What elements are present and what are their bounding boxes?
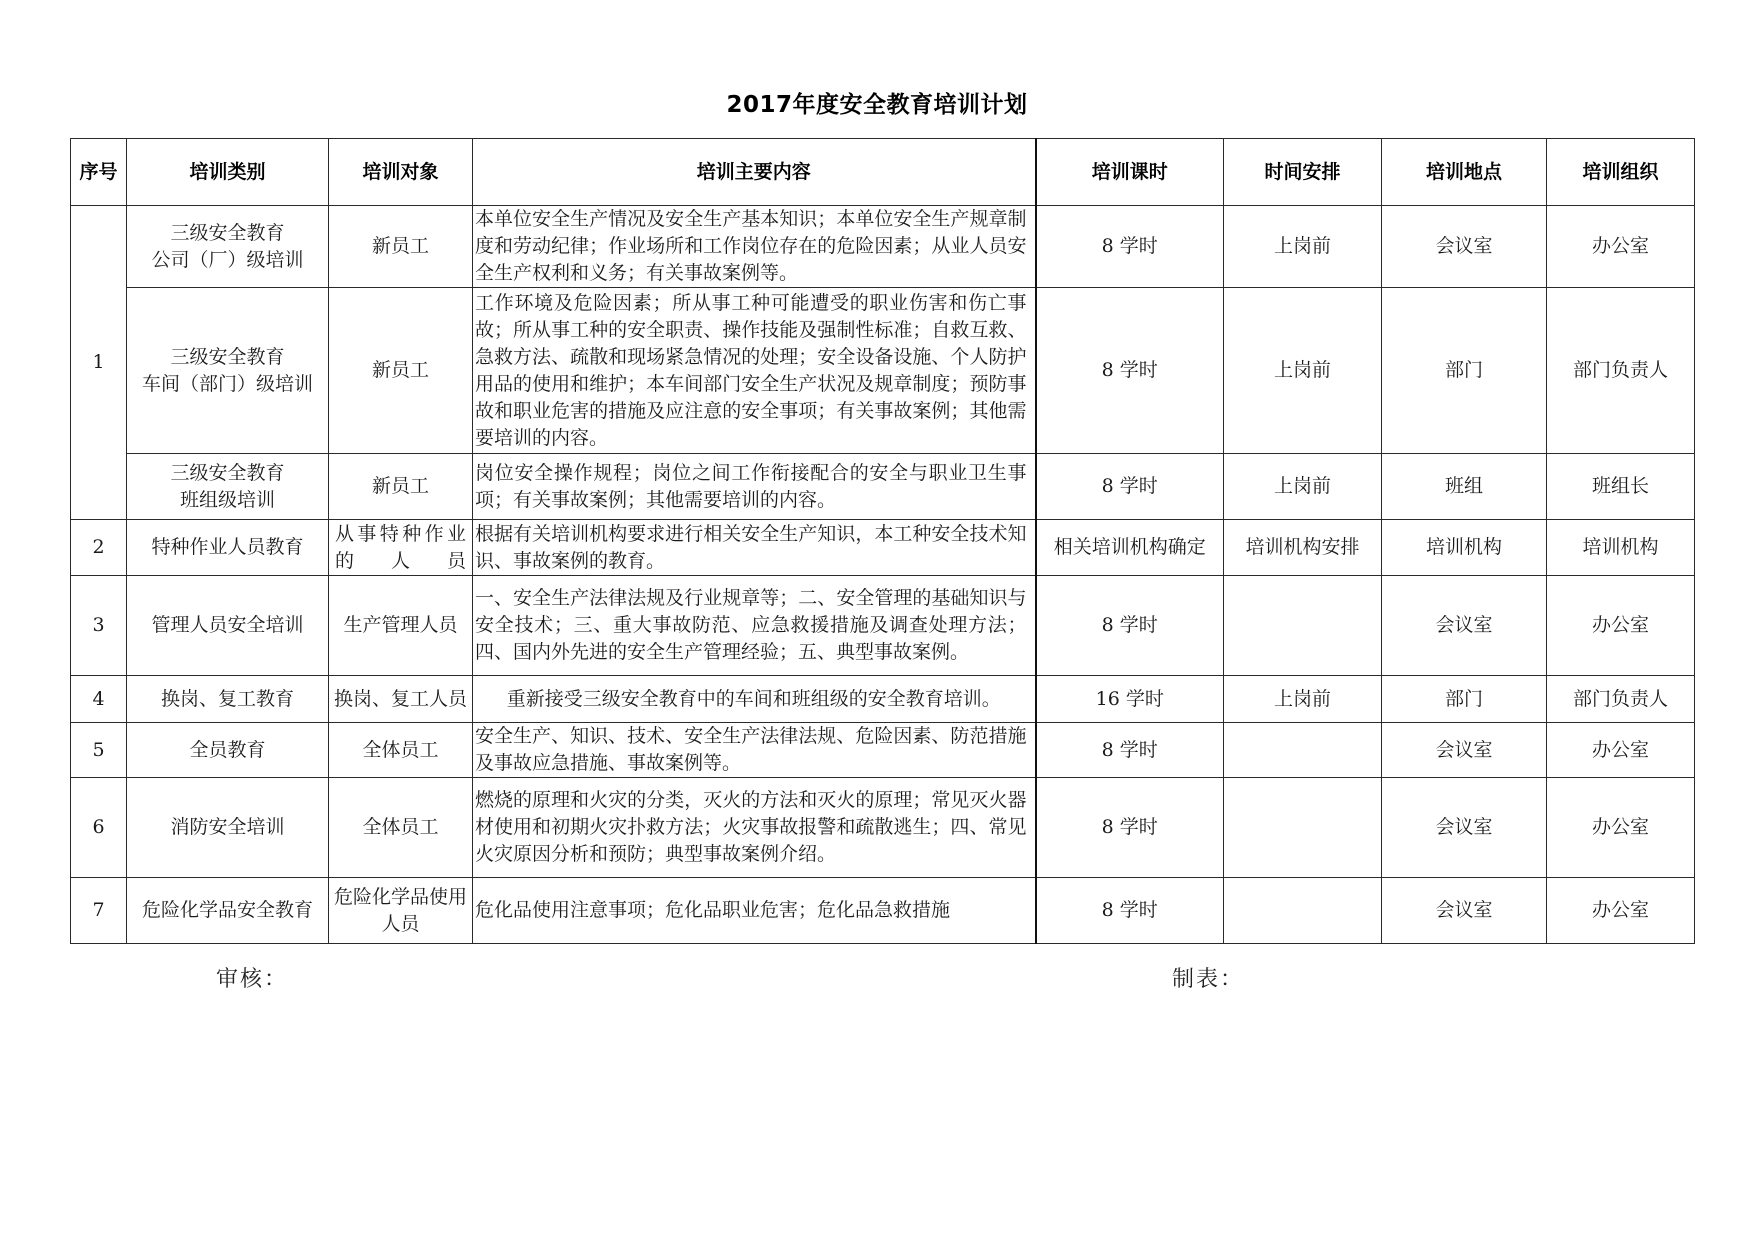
row-no: 3 — [71, 576, 127, 676]
row-no: 6 — [71, 778, 127, 878]
row-organizer: 办公室 — [1547, 778, 1695, 878]
row-no: 7 — [71, 878, 127, 944]
row-hours: 8 学时 — [1036, 576, 1224, 676]
row-hours: 8 学时 — [1036, 778, 1224, 878]
header-content: 培训主要内容 — [473, 139, 1036, 206]
table-row — [71, 520, 1695, 576]
header-hours: 培训课时 — [1036, 139, 1224, 206]
row-organizer: 部门负责人 — [1547, 288, 1695, 454]
row-hours: 8 学时 — [1036, 723, 1224, 778]
row-schedule: 上岗前 — [1224, 454, 1382, 520]
header-location: 培训地点 — [1382, 139, 1547, 206]
row-organizer: 培训机构 — [1547, 520, 1695, 576]
row-content: 本单位安全生产情况及安全生产基本知识；本单位安全生产规章制度和劳动纪律；作业场所和工作岗位存在的危险因素；从业人员安全生产权利和义务；有关事故案例等。 — [473, 206, 1036, 288]
header-organizer: 培训组织 — [1547, 139, 1695, 206]
reviewer-label: 审核： — [216, 967, 289, 992]
row-no: 2 — [71, 520, 127, 576]
row-target: 换岗、复工人员 — [329, 676, 473, 723]
row-target: 全体员工 — [329, 778, 473, 878]
row-hours: 相关培训机构确定 — [1036, 520, 1224, 576]
header-no: 序号 — [71, 139, 127, 206]
row-content: 工作环境及危险因素；所从事工种可能遭受的职业伤害和伤亡事故；所从事工种的安全职责、操作技能及强制性标准；自救互救、急救方法、疏散和现场紧急情况的处理；安全设备设施、个人防护用品的使用和维护；本车间部门安全生产状况及规章制度；预防事故和职业危害的措施及应注意的安全事项；有关事故案例；其他需要培训的内容。 — [473, 288, 1036, 454]
row-hours: 16 学时 — [1036, 676, 1224, 723]
table-row — [71, 723, 1695, 778]
preparer-label: 制表： — [1172, 967, 1245, 992]
category-line: 车间（部门）级培训 — [141, 372, 313, 395]
row-content: 一、安全生产法律法规及行业规章等；二、安全管理的基础知识与安全技术；三、重大事故防范、应急救援措施及调查处理方法；四、国内外先进的安全生产管理经验；五、典型事故案例。 — [473, 576, 1036, 676]
row-target: 生产管理人员 — [329, 576, 473, 676]
table-row — [71, 454, 1695, 520]
row-hours: 8 学时 — [1036, 454, 1224, 520]
row-schedule — [1224, 778, 1382, 878]
row-content: 危化品使用注意事项；危化品职业危害；危化品急救措施 — [473, 878, 1036, 944]
training-plan-table — [70, 138, 1695, 944]
row-content: 岗位安全操作规程；岗位之间工作衔接配合的安全与职业卫生事项；有关事故案例；其他需要培训的内容。 — [473, 454, 1036, 520]
row-target: 新员工 — [329, 454, 473, 520]
table-row — [71, 778, 1695, 878]
row-target: 从事特种作业的人员 — [329, 520, 473, 576]
row-location: 会议室 — [1382, 206, 1547, 288]
row-content: 重新接受三级安全教育中的车间和班组级的安全教育培训。 — [473, 676, 1036, 723]
row-schedule — [1224, 878, 1382, 944]
table-row — [71, 576, 1695, 676]
row-location: 部门 — [1382, 288, 1547, 454]
row-target: 全体员工 — [329, 723, 473, 778]
header-target: 培训对象 — [329, 139, 473, 206]
category-line: 三级安全教育 — [170, 221, 285, 244]
row-content: 根据有关培训机构要求进行相关安全生产知识，本工种安全技术知识、事故案例的教育。 — [473, 520, 1036, 576]
row-location: 会议室 — [1382, 576, 1547, 676]
category-line: 三级安全教育 — [170, 345, 285, 368]
row-category — [127, 454, 329, 520]
table-row — [71, 288, 1695, 454]
row-category: 换岗、复工教育 — [127, 676, 329, 723]
row-schedule — [1224, 576, 1382, 676]
row-location: 班组 — [1382, 454, 1547, 520]
row-location: 会议室 — [1382, 778, 1547, 878]
row-location: 会议室 — [1382, 878, 1547, 944]
row-hours: 8 学时 — [1036, 288, 1224, 454]
header-schedule: 时间安排 — [1224, 139, 1382, 206]
table-row — [71, 676, 1695, 723]
row-category: 危险化学品安全教育 — [127, 878, 329, 944]
row-category: 管理人员安全培训 — [127, 576, 329, 676]
row-category: 全员教育 — [127, 723, 329, 778]
category-line: 班组级培训 — [179, 488, 275, 511]
header-category: 培训类别 — [127, 139, 329, 206]
row-organizer: 办公室 — [1547, 206, 1695, 288]
row-category — [127, 206, 329, 288]
row-content: 安全生产、知识、技术、安全生产法律法规、危险因素、防范措施及事故应急措施、事故案例等。 — [473, 723, 1036, 778]
row-hours: 8 学时 — [1036, 878, 1224, 944]
row-organizer: 办公室 — [1547, 576, 1695, 676]
header-row — [71, 139, 1695, 206]
row-no: 1 — [71, 206, 127, 520]
row-schedule: 上岗前 — [1224, 288, 1382, 454]
row-target: 危险化学品使用人员 — [329, 878, 473, 944]
row-organizer: 部门负责人 — [1547, 676, 1695, 723]
row-category: 特种作业人员教育 — [127, 520, 329, 576]
category-line: 三级安全教育 — [170, 461, 285, 484]
table-row — [71, 206, 1695, 288]
row-target: 新员工 — [329, 288, 473, 454]
category-line: 公司（厂）级培训 — [151, 248, 304, 271]
row-location: 培训机构 — [1382, 520, 1547, 576]
table-row — [71, 878, 1695, 944]
row-hours: 8 学时 — [1036, 206, 1224, 288]
row-schedule — [1224, 723, 1382, 778]
row-organizer: 办公室 — [1547, 723, 1695, 778]
row-no: 4 — [71, 676, 127, 723]
row-schedule: 上岗前 — [1224, 206, 1382, 288]
row-location: 部门 — [1382, 676, 1547, 723]
row-no: 5 — [71, 723, 127, 778]
row-category: 消防安全培训 — [127, 778, 329, 878]
row-organizer: 办公室 — [1547, 878, 1695, 944]
row-location: 会议室 — [1382, 723, 1547, 778]
row-target: 新员工 — [329, 206, 473, 288]
row-schedule: 上岗前 — [1224, 676, 1382, 723]
row-organizer: 班组长 — [1547, 454, 1695, 520]
row-category — [127, 288, 329, 454]
row-schedule: 培训机构安排 — [1224, 520, 1382, 576]
page-title: 2017年度安全教育培训计划 — [726, 92, 1028, 118]
row-content: 燃烧的原理和火灾的分类，灭火的方法和灭火的原理；常见灭火器材使用和初期火灾扑救方法；火灾事故报警和疏散逃生；四、常见火灾原因分析和预防；典型事故案例介绍。 — [473, 778, 1036, 878]
